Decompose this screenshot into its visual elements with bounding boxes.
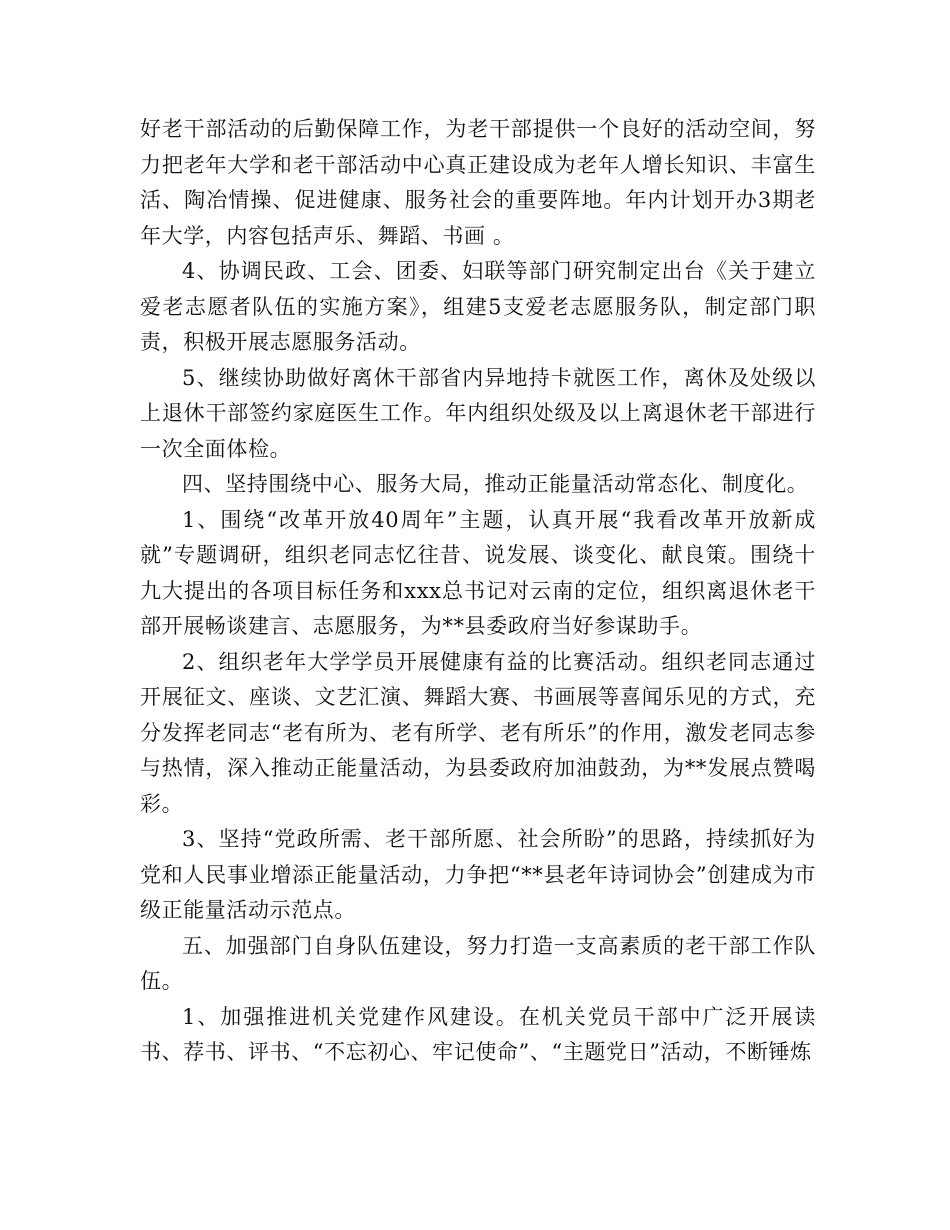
section-heading-4: 四、坚持围绕中心、服务大局，推动正能量活动常态化、制度化。 — [182, 472, 809, 496]
document-body — [140, 112, 816, 1071]
paragraph-9: 1、加强推进机关党建作风建设。在机关党员干部中广泛开展读书、荐书、评书、“不忘初心、牢记使命”、“主题党日”活动，不断锤炼 — [140, 1004, 816, 1064]
paragraph-5: 1、围绕“改革开放40周年”主题，认真开展“我看改革开放新成就”专题调研，组织老同志忆往昔、说发展、谈变化、献良策。围绕十九大提出的各项目标任务和xxx总书记对云南的定位，组织离退休老干部开展畅谈建言、志愿服务，为**县委政府当好参谋助手。 — [140, 507, 816, 638]
paragraph-1: 好老干部活动的后勤保障工作，为老干部提供一个良好的活动空间，努力把老年大学和老干部活动中心真正建设成为老年人增长知识、丰富生活、陶冶情操、促进健康、服务社会的重要阵地。年内计划开办3期老年大学，内容包括声乐、舞蹈、书画 。 — [140, 117, 816, 248]
section-heading-5: 五、加强部门自身队伍建设，努力打造一支高素质的老干部工作队伍。 — [140, 933, 816, 993]
paragraph-7: 3、坚持“党政所需、老干部所愿、社会所盼”的思路，持续抓好为党和人民事业增添正能量活动，力争把“**县老年诗词协会”创建成为市级正能量活动示范点。 — [140, 827, 816, 922]
paragraph-3: 5、继续协助做好离休干部省内异地持卡就医工作，离休及处级以上退休干部签约家庭医生工作。年内组织处级及以上离退休老干部进行一次全面体检。 — [140, 365, 816, 461]
paragraph-6: 2、组织老年大学学员开展健康有益的比赛活动。组织老同志通过开展征文、座谈、文艺汇演、舞蹈大赛、书画展等喜闻乐见的方式，充分发挥老同志“老有所为、老有所学、老有所乐”的作用，激发老同志参与热情，深入推动正能量活动，为县委政府加油鼓劲，为**发展点赞喝彩。 — [140, 649, 816, 816]
paragraph-2: 4、协调民政、工会、团委、妇联等部门研究制定出台《关于建立爱老志愿者队伍的实施方案》，组建5支爱老志愿服务队，制定部门职责，积极开展志愿服务活动。 — [140, 259, 816, 354]
